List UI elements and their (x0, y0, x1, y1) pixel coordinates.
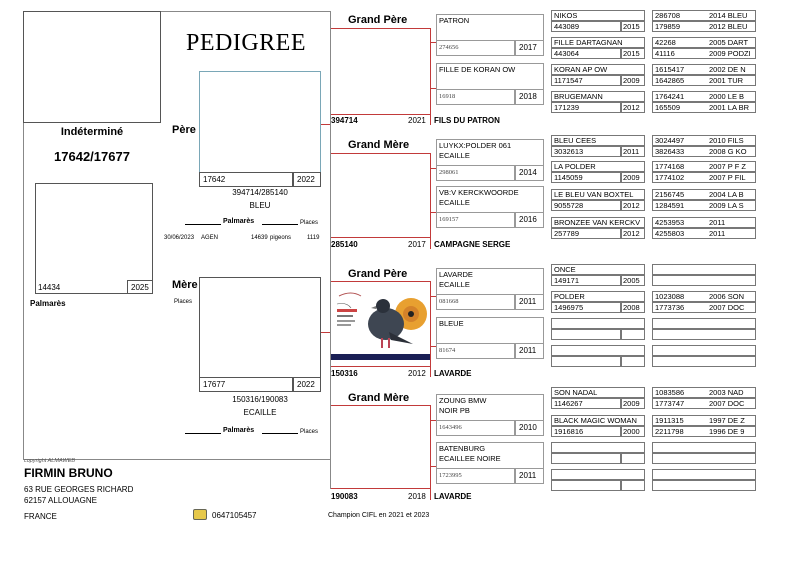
g5-ring: 4253953 (655, 218, 685, 227)
g3-ring: 1643496 (439, 424, 462, 431)
g5-info: 2002 DE N (709, 65, 746, 74)
g3-year: 2017 (519, 43, 537, 52)
mother-photo-box (199, 277, 321, 392)
g5-cell (652, 345, 756, 356)
g4-year: 2012 (623, 201, 640, 210)
g3-year: 2018 (519, 92, 537, 101)
gm-father-label: Grand Mère (348, 139, 410, 151)
g5-info: 2007 P F Z (709, 162, 746, 171)
father-full-ring: 394714/285140 (232, 188, 288, 197)
gp-mother-ring: 150316 (331, 369, 358, 378)
g3-name: BATENBURG (439, 444, 486, 453)
g4-year: 2015 (623, 22, 640, 31)
mother-full-ring: 150316/190083 (232, 395, 288, 404)
g4-year: 2012 (623, 229, 640, 238)
owner-street: 63 RUE GEORGES RICHARD (24, 485, 134, 494)
subject-small-ring: 14434 (38, 283, 61, 292)
footer-note: Champion CIFL en 2021 et 2023 (328, 512, 430, 519)
g5-info: 2012 BLEU (709, 22, 748, 31)
g5-ring: 1023088 (655, 292, 685, 301)
subject-ring: 17642/17677 (54, 149, 130, 164)
g3-year: 2014 (519, 168, 537, 177)
g5-info: 2007 P FIL (709, 173, 746, 182)
g4-year: 2000 (623, 427, 640, 436)
g4-ring-cell (551, 480, 621, 491)
g5-info: 2007 DOC (709, 399, 745, 408)
g5-ring: 3826433 (655, 147, 685, 156)
g5-cell (652, 275, 756, 286)
g5-info: 2009 LA S (709, 201, 744, 210)
gm-father-name: CAMPAGNE SERGE (434, 240, 511, 249)
g5-cell (652, 264, 756, 275)
g5-ring: 1773736 (655, 303, 685, 312)
g4-year: 2011 (623, 147, 640, 156)
g3-ring: 16918 (439, 93, 456, 100)
g5-ring: 1615417 (655, 65, 685, 74)
pigeon-photo-graphic (331, 282, 430, 360)
father-color: BLEU (249, 201, 271, 210)
father-result-date: 30/06/2023 (164, 235, 195, 241)
g3-ring: 081668 (439, 298, 459, 305)
gm-mother-box-bottom (330, 488, 431, 489)
g3-year: 2011 (519, 471, 537, 480)
gm-mother-label: Grand Mère (348, 392, 410, 404)
father-ring: 17642 (203, 175, 226, 184)
g4-name: LA POLDER (554, 162, 596, 171)
g5-info: 2014 BLEU (709, 11, 748, 20)
gm-mother-ring: 190083 (331, 492, 358, 501)
owner-city: 62157 ALLOUAGNE (24, 496, 97, 505)
g5-ring: 165509 (655, 103, 681, 112)
g5-cell (652, 356, 756, 367)
g3-name: VB:V KERCKWOORDE (439, 188, 519, 197)
g4-ring-cell (551, 329, 621, 340)
g4-name-cell (551, 442, 645, 453)
gp-father-box-bottom (330, 114, 431, 115)
g3-name: BLEUE (439, 319, 464, 328)
g5-info: 2004 LA B (709, 190, 744, 199)
father-palmares: Palmarès (223, 218, 255, 225)
mother-role: Mère (172, 279, 198, 291)
gm-mother-name: LAVARDE (434, 492, 472, 501)
g4-name: FILLE DARTAGNAN (554, 38, 623, 47)
father-year: 2022 (297, 175, 315, 184)
g5-ring: 41116 (655, 49, 675, 58)
g5-info: 2007 DOC (709, 303, 745, 312)
g5-ring: 1774168 (655, 162, 685, 171)
g4-name: ONCE (554, 265, 576, 274)
page-title: PEDIGREE (186, 30, 306, 56)
g3-name: LUYKX:POLDER 061 (439, 141, 512, 150)
gm-father-box-bottom (330, 237, 431, 238)
g5-cell (652, 329, 756, 340)
g3-line2: ECAILLE (439, 280, 470, 289)
g4-name: BLEU CEES (554, 136, 597, 145)
g4-ring: 257789 (554, 229, 580, 238)
g5-info: 2009 PODZI (709, 49, 751, 58)
owner-phone: 0647105457 (212, 511, 257, 520)
g3-year: 2016 (519, 215, 537, 224)
gp-mother-label: Grand Père (348, 268, 408, 280)
g4-year: 2015 (623, 49, 640, 58)
g4-ring: 1916816 (554, 427, 584, 436)
mother-connector-h (321, 332, 330, 333)
g4-year-cell (621, 329, 645, 340)
father-role: Père (172, 124, 196, 136)
g3-name: PATRON (439, 16, 470, 25)
g5-ring: 286708 (655, 11, 681, 20)
mother-places-small: Places (174, 299, 193, 305)
g3-name: FILLE DE KORAN OW (439, 65, 516, 74)
gp-father-year: 2021 (408, 116, 426, 125)
father-result-pigeons: pigeons (270, 235, 292, 241)
g4-year: 2009 (623, 399, 640, 408)
g4-ring: 443064 (554, 49, 580, 58)
g3-ring: 1723995 (439, 472, 462, 479)
g4-ring-cell (551, 453, 621, 464)
g4-name: NIKOS (554, 11, 578, 20)
g3-ring: 81674 (439, 347, 456, 354)
gm-mother-box-top (330, 405, 431, 406)
gp-mother-name: LAVARDE (434, 369, 472, 378)
g3-ring: 169157 (439, 216, 459, 223)
g4-name: BRONZEE VAN KERCKV (554, 218, 641, 227)
g4-year-cell (621, 480, 645, 491)
g4-ring: 1496975 (554, 303, 584, 312)
father-result-count: 14639 (251, 235, 268, 241)
g4-name-cell (551, 318, 645, 329)
g4-year: 2009 (623, 76, 640, 85)
mother-palmares-line-right (262, 433, 298, 434)
father-places: Places (300, 220, 319, 226)
father-connector-h (321, 124, 330, 125)
subject-image-box (35, 183, 153, 294)
g5-info: 1997 DE Z (709, 416, 745, 425)
gm-father-ring: 285140 (331, 240, 358, 249)
mother-palmares-line-left (185, 433, 221, 434)
g4-ring: 9055728 (554, 201, 584, 210)
g4-name: KORAN AP OW (554, 65, 608, 74)
g4-name: LE BLEU VAN BOXTEL (554, 190, 634, 199)
g3-line2: ECAILLE (439, 151, 470, 160)
g5-info: 2001 LA BR (709, 103, 750, 112)
gm-father-box-top (330, 153, 431, 154)
g5-info: 2010 FILS (709, 136, 744, 145)
g4-name: BLACK MAGIC WOMAN (554, 416, 637, 425)
gp-father-name: FILS DU PATRON (434, 116, 500, 125)
g5-info: 2006 SON (709, 292, 745, 301)
g4-year: 2009 (623, 173, 640, 182)
g4-ring: 1145059 (554, 173, 583, 182)
subject-palmares: Palmarès (30, 299, 66, 308)
gm-mother-year: 2018 (408, 492, 426, 501)
g5-info: 1996 DE 9 (709, 427, 745, 436)
phone-icon (193, 509, 207, 520)
g5-ring: 42268 (655, 38, 676, 47)
owner-country: FRANCE (24, 512, 57, 521)
owner-name: FIRMIN BRUNO (24, 466, 113, 480)
g5-ring: 2211798 (655, 427, 684, 436)
g5-info: 2008 G KO (709, 147, 747, 156)
g4-ring: 443089 (554, 22, 580, 31)
g5-ring: 2156745 (655, 190, 685, 199)
pigeon-photo (331, 282, 430, 360)
g4-ring: 149171 (554, 276, 580, 285)
gp-father-label: Grand Père (348, 14, 408, 26)
subject-sex: Indéterminé (60, 126, 124, 138)
gp-father-box-top (330, 28, 431, 29)
copyright: copyright ALMAWEB (24, 458, 76, 464)
g5-ring: 179859 (655, 22, 681, 31)
g4-ring: 3032613 (554, 147, 584, 156)
g4-ring-cell (551, 356, 621, 367)
father-result-rank: 1119 (307, 235, 320, 241)
father-palmares-line-right (262, 224, 298, 225)
g5-info: 2000 LE B (709, 92, 745, 101)
g5-ring: 1911315 (655, 416, 684, 425)
g5-cell (652, 318, 756, 329)
subject-year: 2025 (131, 283, 149, 292)
g3-name: LAVARDE (439, 270, 473, 279)
g4-year: 2005 (623, 276, 640, 285)
g3-ring: 274656 (439, 44, 459, 51)
g4-name-cell (551, 345, 645, 356)
g4-name: BRUGEMANN (554, 92, 603, 101)
father-palmares-line-left (185, 224, 221, 225)
g5-info: 2003 NAD (709, 388, 744, 397)
col-connector (330, 28, 331, 489)
g3-line2: NOIR PB (439, 406, 470, 415)
mother-palmares: Palmarès (223, 427, 255, 434)
g5-ring: 1773747 (655, 399, 685, 408)
g3-year: 2010 (519, 423, 537, 432)
g5-cell (652, 442, 756, 453)
g4-name: SON NADAL (554, 388, 598, 397)
subject-photo-box (23, 11, 161, 123)
g5-ring: 1284591 (655, 201, 685, 210)
mother-year: 2022 (297, 380, 315, 389)
gm-father-year: 2017 (408, 240, 426, 249)
g5-ring: 4255803 (655, 229, 685, 238)
g5-cell (652, 469, 756, 480)
g4-year-cell (621, 356, 645, 367)
mother-color: ECAILLE (243, 408, 277, 417)
g3-ring: 298061 (439, 169, 459, 176)
g4-name-cell (551, 469, 645, 480)
g5-cell (652, 453, 756, 464)
mother-places: Places (300, 429, 319, 435)
g3-year: 2011 (519, 346, 537, 355)
g4-ring: 1146267 (554, 399, 583, 408)
g4-name: POLDER (554, 292, 585, 301)
g5-info: 2001 TUR (709, 76, 744, 85)
g4-ring: 1171547 (554, 76, 583, 85)
gp-mother-year: 2012 (408, 369, 426, 378)
g5-info: 2011 (709, 218, 726, 227)
g5-info: 2005 DART (709, 38, 749, 47)
g5-ring: 1764241 (655, 92, 685, 101)
g4-ring: 171239 (554, 103, 580, 112)
gp-father-ring: 394714 (331, 116, 358, 125)
g3-name: ZOUNG BMW (439, 396, 487, 405)
g4-year-cell (621, 453, 645, 464)
g5-ring: 1642865 (655, 76, 685, 85)
g3-line2: ECAILLE (439, 198, 470, 207)
g5-ring: 1774102 (655, 173, 685, 182)
g5-ring: 3024497 (655, 136, 685, 145)
g3-line2: ECAILLEE NOIRE (439, 454, 501, 463)
g4-year: 2008 (623, 303, 640, 312)
gp-mother-box-bottom (330, 366, 431, 367)
mother-ring: 17677 (203, 380, 226, 389)
father-result-place: AGEN (201, 235, 219, 241)
g3-year: 2011 (519, 297, 537, 306)
g4-year: 2012 (623, 103, 640, 112)
g5-info: 2011 (709, 229, 726, 238)
g5-ring: 1083586 (655, 388, 685, 397)
g5-cell (652, 480, 756, 491)
father-photo-box (199, 71, 321, 187)
